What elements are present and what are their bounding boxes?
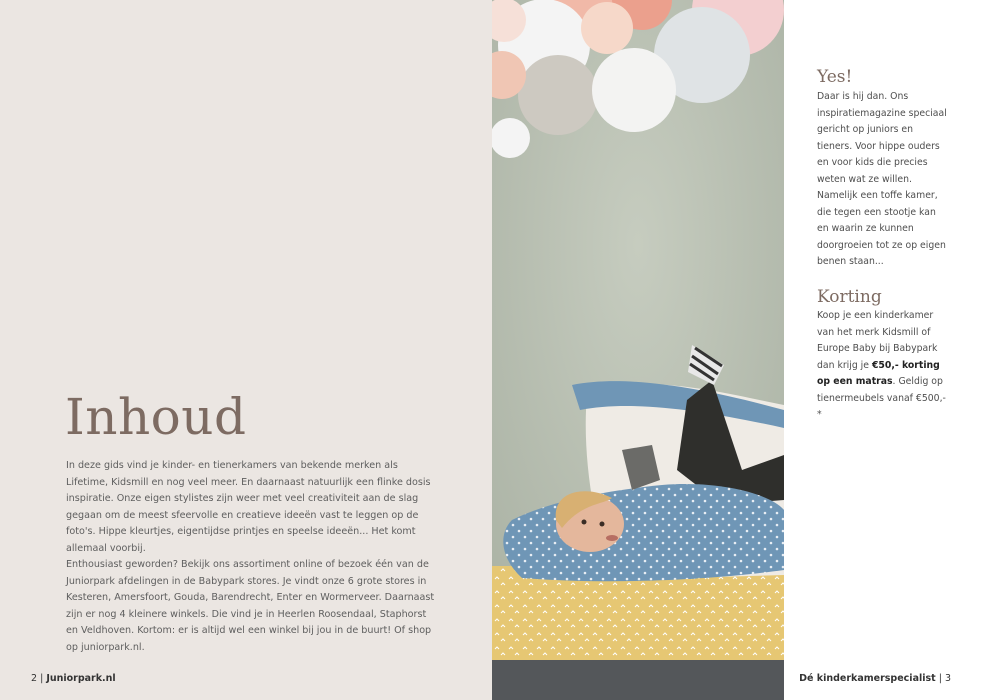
page-number-right: 3	[944, 673, 951, 684]
footer-left	[31, 673, 116, 684]
footer-tagline: Dé kinderkamerspecialist	[799, 673, 936, 684]
intro-paragraph: In deze gids vind je kinder- en tienerkamers van bekende merken als Lifetime, Kidsmill en nog veel meer. En daarnaast natuurlijk een flinke dosis inspiratie. Onze eigen stylistes zijn weer met veel creativiteit aan de slag gegaan om de meest sfeervolle en creatieve ideeën vast te leggen op de foto's. Hippe kleurtjes, eigentijdse printjes en speelse ideeën... Het komt allemaal voorbij.	[66, 460, 431, 554]
photo-child-on-bed	[492, 0, 784, 700]
yes-text: Daar is hij dan. Ons inspiratiemagazine speciaal gericht op juniors en tieners. Voor hippe ouders en voor kids die precies weten wat ze willen. Namelijk een toffe kamer, die tegen een stootje kan en waarin ze kunnen doorgroeien tot ze op eigen benen staan...	[817, 91, 947, 267]
page-number-left: 2	[31, 673, 38, 684]
heading-korting: Korting	[817, 287, 882, 307]
bed-base	[492, 655, 784, 700]
site-link[interactable]: Juniorpark.nl	[46, 673, 116, 684]
page-title: Inhoud	[65, 388, 247, 446]
korting-highlight: €50,- korting op een matras	[817, 359, 940, 387]
korting-text	[817, 308, 947, 424]
heading-yes: Yes!	[817, 67, 853, 87]
footer-right	[799, 673, 951, 684]
footer-separator: |	[40, 673, 44, 684]
stores-paragraph: Enthousiast geworden? Bekijk ons assortiment online of bezoek één van de Juniorpark afdelingen in de Babypark stores. Je vindt onze 6 grote stores in Kesteren, Amersfoort, Gouda, Barendrecht, Enter en Wormerveer. Daarnaast zijn er nog 4 kleinere winkels. Die vind je in Heerlen Roosendaal, Staphorst en Veldhoven. Kortom: er is altijd wel een winkel bij jou in de buurt! Of shop op juniorpark.nl.	[66, 559, 435, 653]
photo-illustration	[492, 0, 784, 700]
korting-text-before: Koop je een kinderkamer van het merk Kidsmill of Europe Baby bij Babypark dan krijg je	[817, 310, 938, 371]
footer-separator-right: |	[938, 673, 942, 684]
korting-text-after: . Geldig op tienermeubels vanaf €500,-*	[817, 376, 946, 420]
right-page	[784, 0, 984, 700]
